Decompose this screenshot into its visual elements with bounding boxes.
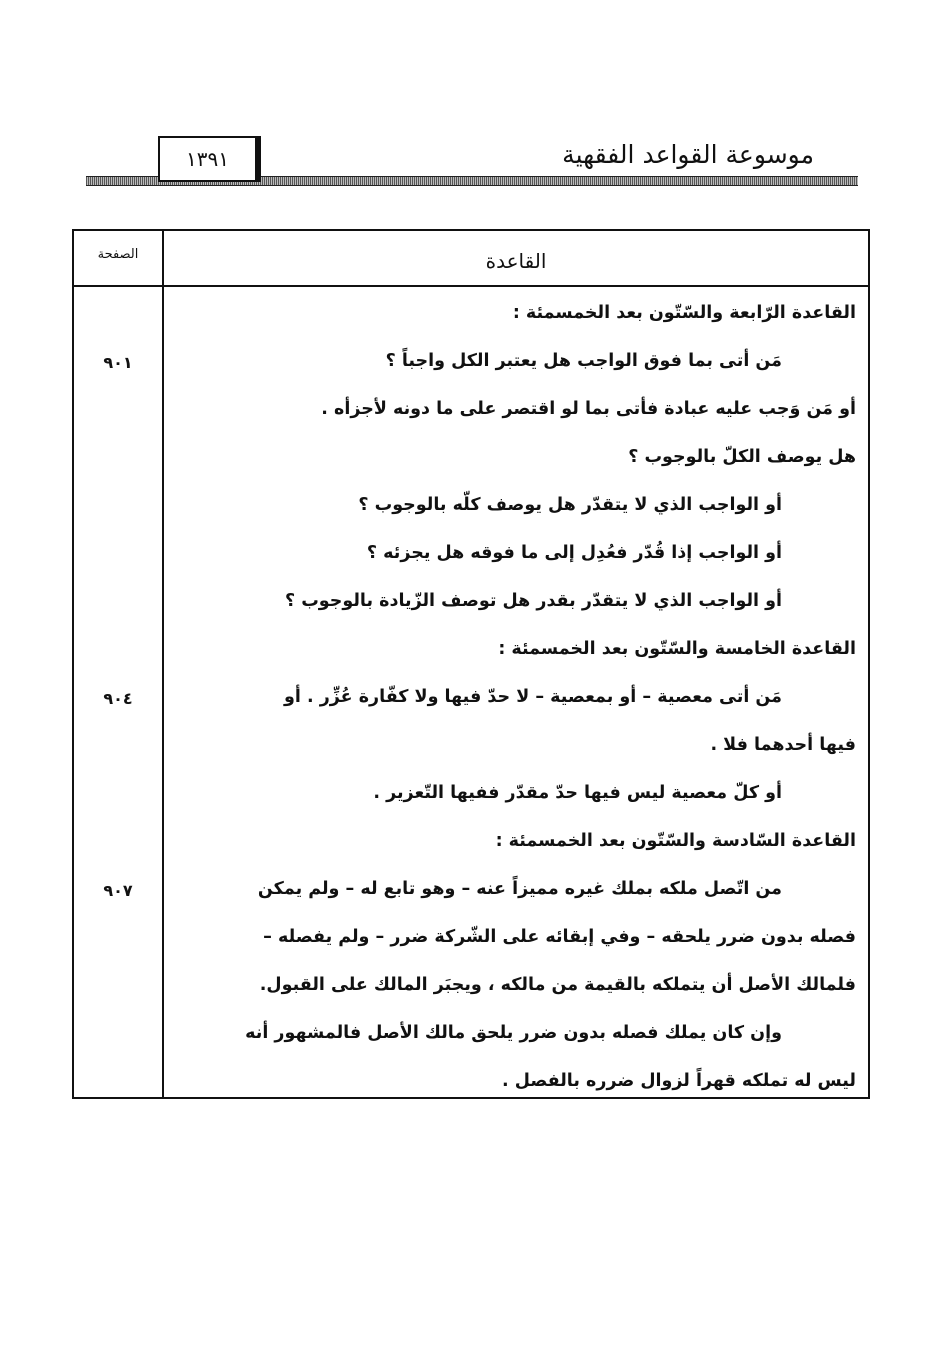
rule-text: وإن كان يملك فصله بدون ضرر يلحق مالك الأصل فالمشهور أنه — [245, 1023, 782, 1043]
table-row — [74, 441, 868, 489]
page-ref: ٩٠٤ — [103, 689, 133, 708]
rule-heading: القاعدة الرّابعة والسّتّون بعد الخمسمئة : — [512, 303, 856, 323]
page-column-header: الصفحة — [97, 247, 139, 262]
table-row — [74, 585, 868, 633]
rule-text: مَن أتى بما فوق الواجب هل يعتبر الكل واجباً ؟ — [385, 351, 782, 371]
page-number: ١٣٩١ — [186, 147, 229, 171]
rule-text: أو كلّ معصية ليس فيها حدّ مقدّر ففيها التّعزير . — [373, 783, 782, 803]
rule-text: أو الواجب إذا قُدّر فعُدِل إلى ما فوقه هل يجزئه ؟ — [366, 543, 782, 563]
rule-column-header: القاعدة — [485, 249, 547, 273]
table-row — [74, 1065, 868, 1113]
table-row — [74, 633, 868, 681]
page-number-box — [158, 136, 261, 182]
table-body — [74, 297, 868, 1113]
header-divider — [74, 285, 868, 287]
rule-text: من اتّصل ملكه بملك غيره مميزاً عنه – وهو تابع له – ولم يمكن — [257, 879, 782, 899]
table-row — [74, 537, 868, 585]
rule-text: هل يوصف الكلّ بالوجوب ؟ — [628, 447, 856, 467]
table-row — [74, 969, 868, 1017]
rule-text: فلمالك الأصل أن يتملكه بالقيمة من مالكه ، ويجبَر المالك على القبول. — [259, 975, 856, 995]
page-header — [86, 136, 858, 192]
page-ref: ٩٠٧ — [103, 881, 133, 900]
page-ref: ٩٠١ — [103, 353, 133, 372]
table-row — [74, 393, 868, 441]
table-row — [74, 921, 868, 969]
table-row — [74, 489, 868, 537]
table-row — [74, 729, 868, 777]
rule-heading: القاعدة السّادسة والسّتّون بعد الخمسمئة : — [495, 831, 856, 851]
rule-text: مَن أتى معصية – أو بمعصية – لا حدّ فيها ولا كفّارة عُزِّر . أو — [284, 687, 782, 707]
rule-text: أو مَن وَجب عليه عبادة فأتى بما لو اقتصر على ما دونه لأجزأه . — [321, 399, 856, 419]
table-row — [74, 297, 868, 345]
rule-text: أو الواجب الذي لا يتقدّر هل يوصف كلّه بالوجوب ؟ — [358, 495, 782, 515]
book-title: موسوعة القواعد الفقهية — [562, 140, 814, 169]
rule-text: فصله بدون ضرر يلحقه – وفي إبقائه على الشّركة ضرر – ولم يفصله – — [263, 927, 856, 947]
rule-heading: القاعدة الخامسة والسّتّون بعد الخمسمئة : — [498, 639, 856, 659]
rule-text: أو الواجب الذي لا يتقدّر بقدر هل توصف الزّيادة بالوجوب ؟ — [284, 591, 782, 611]
rule-text: ليس له تملكه قهراً لزوال ضرره بالفصل . — [502, 1071, 856, 1091]
table-row — [74, 681, 868, 729]
table-row — [74, 777, 868, 825]
table-row — [74, 825, 868, 873]
rule-text: فيها أحدهما فلا . — [710, 735, 856, 755]
table-row — [74, 345, 868, 393]
table-row — [74, 1017, 868, 1065]
table-row — [74, 873, 868, 921]
index-table — [72, 229, 870, 1099]
